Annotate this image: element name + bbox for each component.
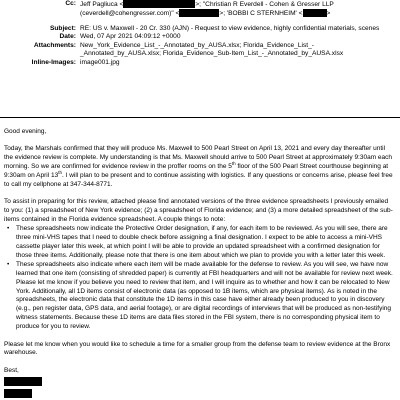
date-row bbox=[0, 33, 400, 41]
paragraph-warehouse: Please let me know when you would like to schedule a time for a smaller group from the defense team to review evidence at the Bronx warehouse. bbox=[4, 340, 391, 357]
redacted-email bbox=[123, 0, 195, 8]
cc-value: Jeff Pagliuca < >; "Christian R Everdell - Cohen & Gresser LLP (ceverdell@cohengresser.com)" < >; 'BOBBI C STERNHEIM' < > bbox=[80, 0, 334, 17]
cc-label: Cc: bbox=[65, 0, 76, 7]
bullet-text: These spreadsheets also indicate where each item will be made available for the defense to review. As you will see, we have now learned that one item (consisting of shredded paper) is currently at FBI headquarters and will not be available for review next week. Please let me know if you believe you need to review that item, and I will inquire as to whether and how it can be relocated to New York. Additionally, all 1D items consist of electronic data (as opposed to 1B items, which are physical items). As is noted in the spreadsheets, the electronic data that constitute the 1D items in this case have either already been produced to you in discovery (e.g., pen register data, GPS data, and aerial footage), or are digital recordings of interviews that will be produced as non-testifying witness statements. Because these 1D items are data files stored in the FBI system, there is no corresponding physical item to produce for you to review. bbox=[16, 260, 393, 331]
bullet-text: These spreadsheets now indicate the Protective Order designation, if any, for each item to be reviewed. As you will see, there are three mini-VHS tapes that I need to double check before assigning a final designation. I expect to be able to access a mini-VHS cassette player later this week, at which point I will be able to provide an updated spreadsheet with a confirmed designation for those three items. Additionally, please note that there is one item about which we plan to provide you with a letter later this week. bbox=[16, 225, 388, 259]
redacted-email bbox=[303, 9, 327, 17]
greeting: Good evening, bbox=[4, 128, 47, 135]
inline-images-value[interactable]: image001.jpg bbox=[80, 58, 120, 66]
attachments-row bbox=[0, 42, 400, 59]
redacted-signature bbox=[4, 377, 394, 387]
bullet-icon: • bbox=[7, 225, 10, 233]
date-label: Date: bbox=[59, 33, 76, 41]
paragraph-confirmation: Today, the Marshals confirmed that they will produce Ms. Maxwell to 500 Pearl Street on April 13, 2021 and every day thereafter until the evidence review is complete. My understanding is that Ms. Maxwell should arrive to 500 Pearl Street at approximately 9:30am each morning. So we are confirmed for evidence review in the proffer rooms on the 5th floor of the 500 Pearl Street courthouse beginning at 9:30am on April 13th. I will plan to be present and to continue assisting with logistics. If any questions or concerns arise, please feel free to call my cellphone at 347-344-8771. bbox=[4, 145, 393, 189]
redacted-signature bbox=[4, 389, 394, 399]
closing: Best, bbox=[4, 366, 19, 374]
attachments-value[interactable]: New_York_Evidence_List_-_Annotated_by_AUSA.xlsx; Florida_Evidence_List_-_Annotated_by_AUSA.xlsx; Florida_Evidence_Sub-Item_List_-_Annotated_by_AUSA.xlsx bbox=[80, 41, 344, 58]
subject-row bbox=[0, 25, 400, 33]
subject-label: Subject: bbox=[49, 25, 76, 32]
redacted-email bbox=[179, 9, 219, 17]
inline-images-label: Inline-Images: bbox=[31, 58, 76, 66]
bullet-icon: • bbox=[7, 260, 10, 268]
subject-value: RE: US v. Maxwell - 20 Cr. 330 (AJN) - Request to view evidence, highly confidential materials, scenes bbox=[80, 25, 380, 32]
paragraph-attachments: To assist in preparing for this review, attached please find annotated versions of the three evidence spreadsheets I previously emailed to you: (1) a spreadsheet of New York evidence; (2) a spreadsheet of Florida evidence; and (3) a more detailed spreadsheet of the sub-items contained in the Florida evidence spreadsheet. A couple things to note: bbox=[4, 198, 393, 224]
date-value: Wed, 07 Apr 2021 04:09:12 +0000 bbox=[80, 33, 181, 41]
bullet-item bbox=[4, 225, 394, 261]
inline-images-row bbox=[0, 59, 400, 67]
email-body bbox=[4, 128, 394, 399]
attachments-label: Attachments: bbox=[33, 41, 76, 49]
email-header bbox=[0, 0, 400, 67]
cc-row bbox=[0, 0, 400, 17]
bullet-item bbox=[4, 261, 394, 332]
header-divider bbox=[0, 117, 400, 118]
